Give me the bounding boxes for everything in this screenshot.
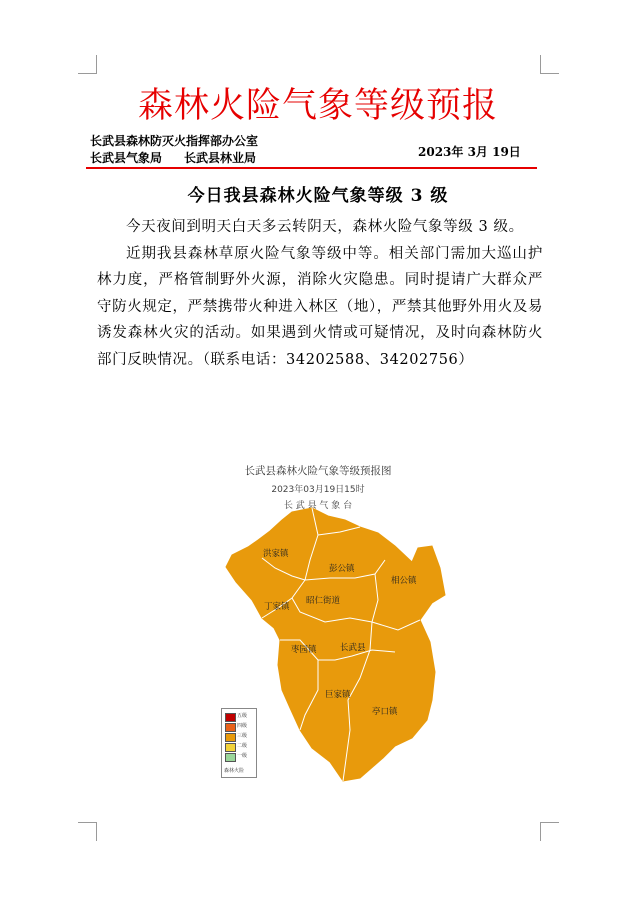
region-label-zaoyuan: 枣园镇: [291, 645, 317, 655]
region-label-penggong: 彭公镇: [329, 564, 355, 574]
legend-swatch-2: [225, 743, 236, 752]
issuer-meteorological-bureau: 长武县气象局: [90, 151, 163, 165]
legend-item: 一级: [225, 752, 255, 761]
article-subtitle: 今日我县森林火险气象等级 3 级: [187, 186, 449, 206]
region-label-jujia: 巨家镇: [325, 690, 351, 700]
region-label-xianggong: 相公镇: [391, 576, 417, 586]
legend-swatch-1: [225, 753, 236, 762]
legend-swatch-3: [225, 733, 236, 742]
map-time: 2023年03月19日15时: [271, 485, 365, 495]
region-label-zhaoren: 昭仁街道: [306, 596, 341, 606]
legend-caption: 森林火险: [224, 768, 245, 774]
paragraph-1: 今天夜间到明天白天多云转阴天，森林火险气象等级 3 级。: [126, 219, 524, 235]
map-regions: [226, 508, 445, 781]
legend-swatch-4: [225, 723, 236, 732]
legend-item: 二级: [225, 742, 255, 751]
legend-swatch-5: [225, 713, 236, 722]
legend-item: 五级: [225, 712, 255, 721]
legend-item: 三级: [225, 732, 255, 741]
map-legend: [221, 708, 257, 778]
legend-item: 四级: [225, 722, 255, 731]
map-title: 长武县森林火险气象等级预报图: [244, 465, 392, 477]
region-label-honjia: 洪家镇: [263, 549, 289, 559]
region-label-changwu: 长武县: [340, 643, 366, 653]
issuer-line-1: 长武县森林防灭火指挥部办公室: [90, 134, 259, 148]
issuer-forestry-bureau: 长武县林业局: [184, 151, 257, 165]
region-label-dingjia: 丁家镇: [264, 602, 290, 612]
region-label-tingkou: 亭口镇: [372, 707, 398, 717]
map-org: 长 武 县 气 象 台: [283, 501, 353, 511]
paragraph-2: 近期我县森林草原火险气象等级中等。相关部门需加大巡山护林力度，严格管制野外火源，消除火灾隐患。同时提请广大群众严守防火规定，严禁携带火种进入林区（地），严禁其他野外用火及易诱发森林火灾的活动。如果遇到火情或可疑情况，及时向森林防火部门反映情况。（联系电话：34202588、34202756）: [97, 245, 543, 368]
document-title: 森林火险气象等级预报: [137, 86, 498, 126]
issue-date: 2023年 3月 19日: [418, 145, 521, 159]
county-outline: [226, 508, 445, 781]
